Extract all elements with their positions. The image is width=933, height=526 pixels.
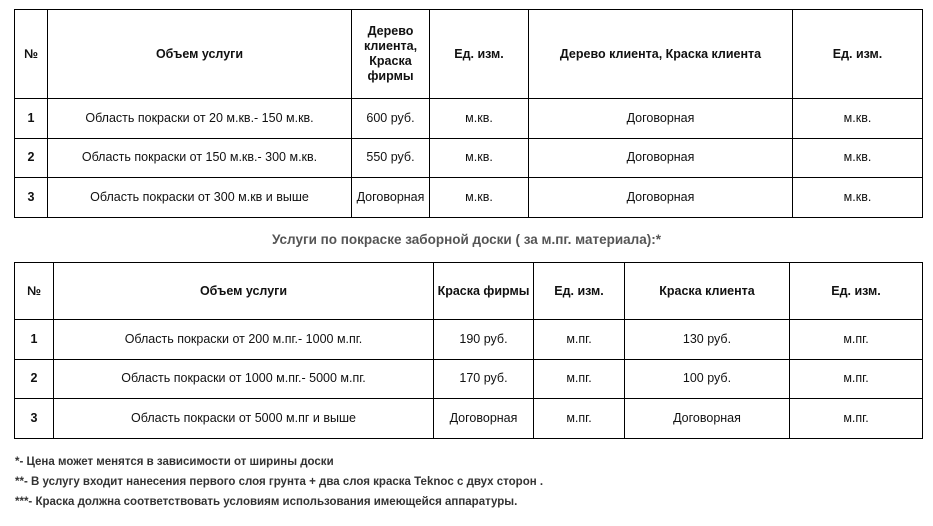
unit: м.кв. — [430, 99, 529, 139]
unit: м.пг. — [534, 359, 625, 399]
service-volume: Область покраски от 200 м.пг.- 1000 м.пг. — [54, 320, 434, 360]
header-unit: Ед. изм. — [430, 10, 529, 99]
price: 130 руб. — [625, 320, 790, 360]
row-number: 2 — [15, 138, 48, 178]
table-header-row — [15, 263, 923, 320]
header-service-volume: Объем услуги — [48, 10, 352, 99]
unit: м.кв. — [793, 178, 923, 218]
unit: м.пг. — [790, 359, 923, 399]
price: Договорная — [529, 178, 793, 218]
header-client-wood-firm-paint: Дерево клиента, Краска фирмы — [352, 10, 430, 99]
header-unit: Ед. изм. — [790, 263, 923, 320]
header-number: № — [15, 263, 54, 320]
price: 170 руб. — [434, 359, 534, 399]
price: Договорная — [625, 399, 790, 439]
wood-painting-price-table — [14, 9, 923, 218]
unit: м.пг. — [534, 320, 625, 360]
service-volume: Область покраски от 300 м.кв и выше — [48, 178, 352, 218]
row-number: 1 — [15, 99, 48, 139]
fence-board-price-table — [14, 262, 923, 439]
unit: м.кв. — [793, 99, 923, 139]
service-volume: Область покраски от 150 м.кв.- 300 м.кв. — [48, 138, 352, 178]
unit: м.пг. — [534, 399, 625, 439]
footnote-service-includes: **- В услугу входит нанесения первого слоя грунта + два слоя краска Теknoс с двух сторон . — [15, 476, 544, 488]
header-service-volume: Объем услуги — [54, 263, 434, 320]
service-volume: Область покраски от 20 м.кв.- 150 м.кв. — [48, 99, 352, 139]
row-number: 2 — [15, 359, 54, 399]
header-unit: Ед. изм. — [793, 10, 923, 99]
price: Договорная — [529, 99, 793, 139]
table-row — [15, 99, 923, 139]
row-number: 3 — [15, 399, 54, 439]
price: Договорная — [529, 138, 793, 178]
unit: м.пг. — [790, 399, 923, 439]
price: 190 руб. — [434, 320, 534, 360]
header-number: № — [15, 10, 48, 99]
price: Договорная — [434, 399, 534, 439]
table-row — [15, 399, 923, 439]
footnote-width-price: *- Цена может менятся в зависимости от ширины доски — [15, 456, 334, 468]
unit: м.пг. — [790, 320, 923, 360]
unit: м.кв. — [430, 138, 529, 178]
header-unit: Ед. изм. — [534, 263, 625, 320]
price: 100 руб. — [625, 359, 790, 399]
row-number: 3 — [15, 178, 48, 218]
header-firm-paint: Краска фирмы — [434, 263, 534, 320]
service-volume: Область покраски от 5000 м.пг и выше — [54, 399, 434, 439]
table-row — [15, 138, 923, 178]
service-volume: Область покраски от 1000 м.пг.- 5000 м.пг. — [54, 359, 434, 399]
table-row — [15, 320, 923, 360]
table-row — [15, 359, 923, 399]
table-row — [15, 178, 923, 218]
header-client-wood-client-paint: Дерево клиента, Краска клиента — [529, 10, 793, 99]
price: 550 руб. — [352, 138, 430, 178]
footnote-paint-requirements: ***- Краска должна соответствовать условиям использования имеющейся аппаратуры. — [15, 496, 518, 508]
row-number: 1 — [15, 320, 54, 360]
table-header-row — [15, 10, 923, 99]
price: Договорная — [352, 178, 430, 218]
unit: м.кв. — [430, 178, 529, 218]
header-client-paint: Краска клиента — [625, 263, 790, 320]
section-title: Услуги по покраске заборной доски ( за м.пг. материала):* — [271, 232, 661, 247]
price: 600 руб. — [352, 99, 430, 139]
unit: м.кв. — [793, 138, 923, 178]
